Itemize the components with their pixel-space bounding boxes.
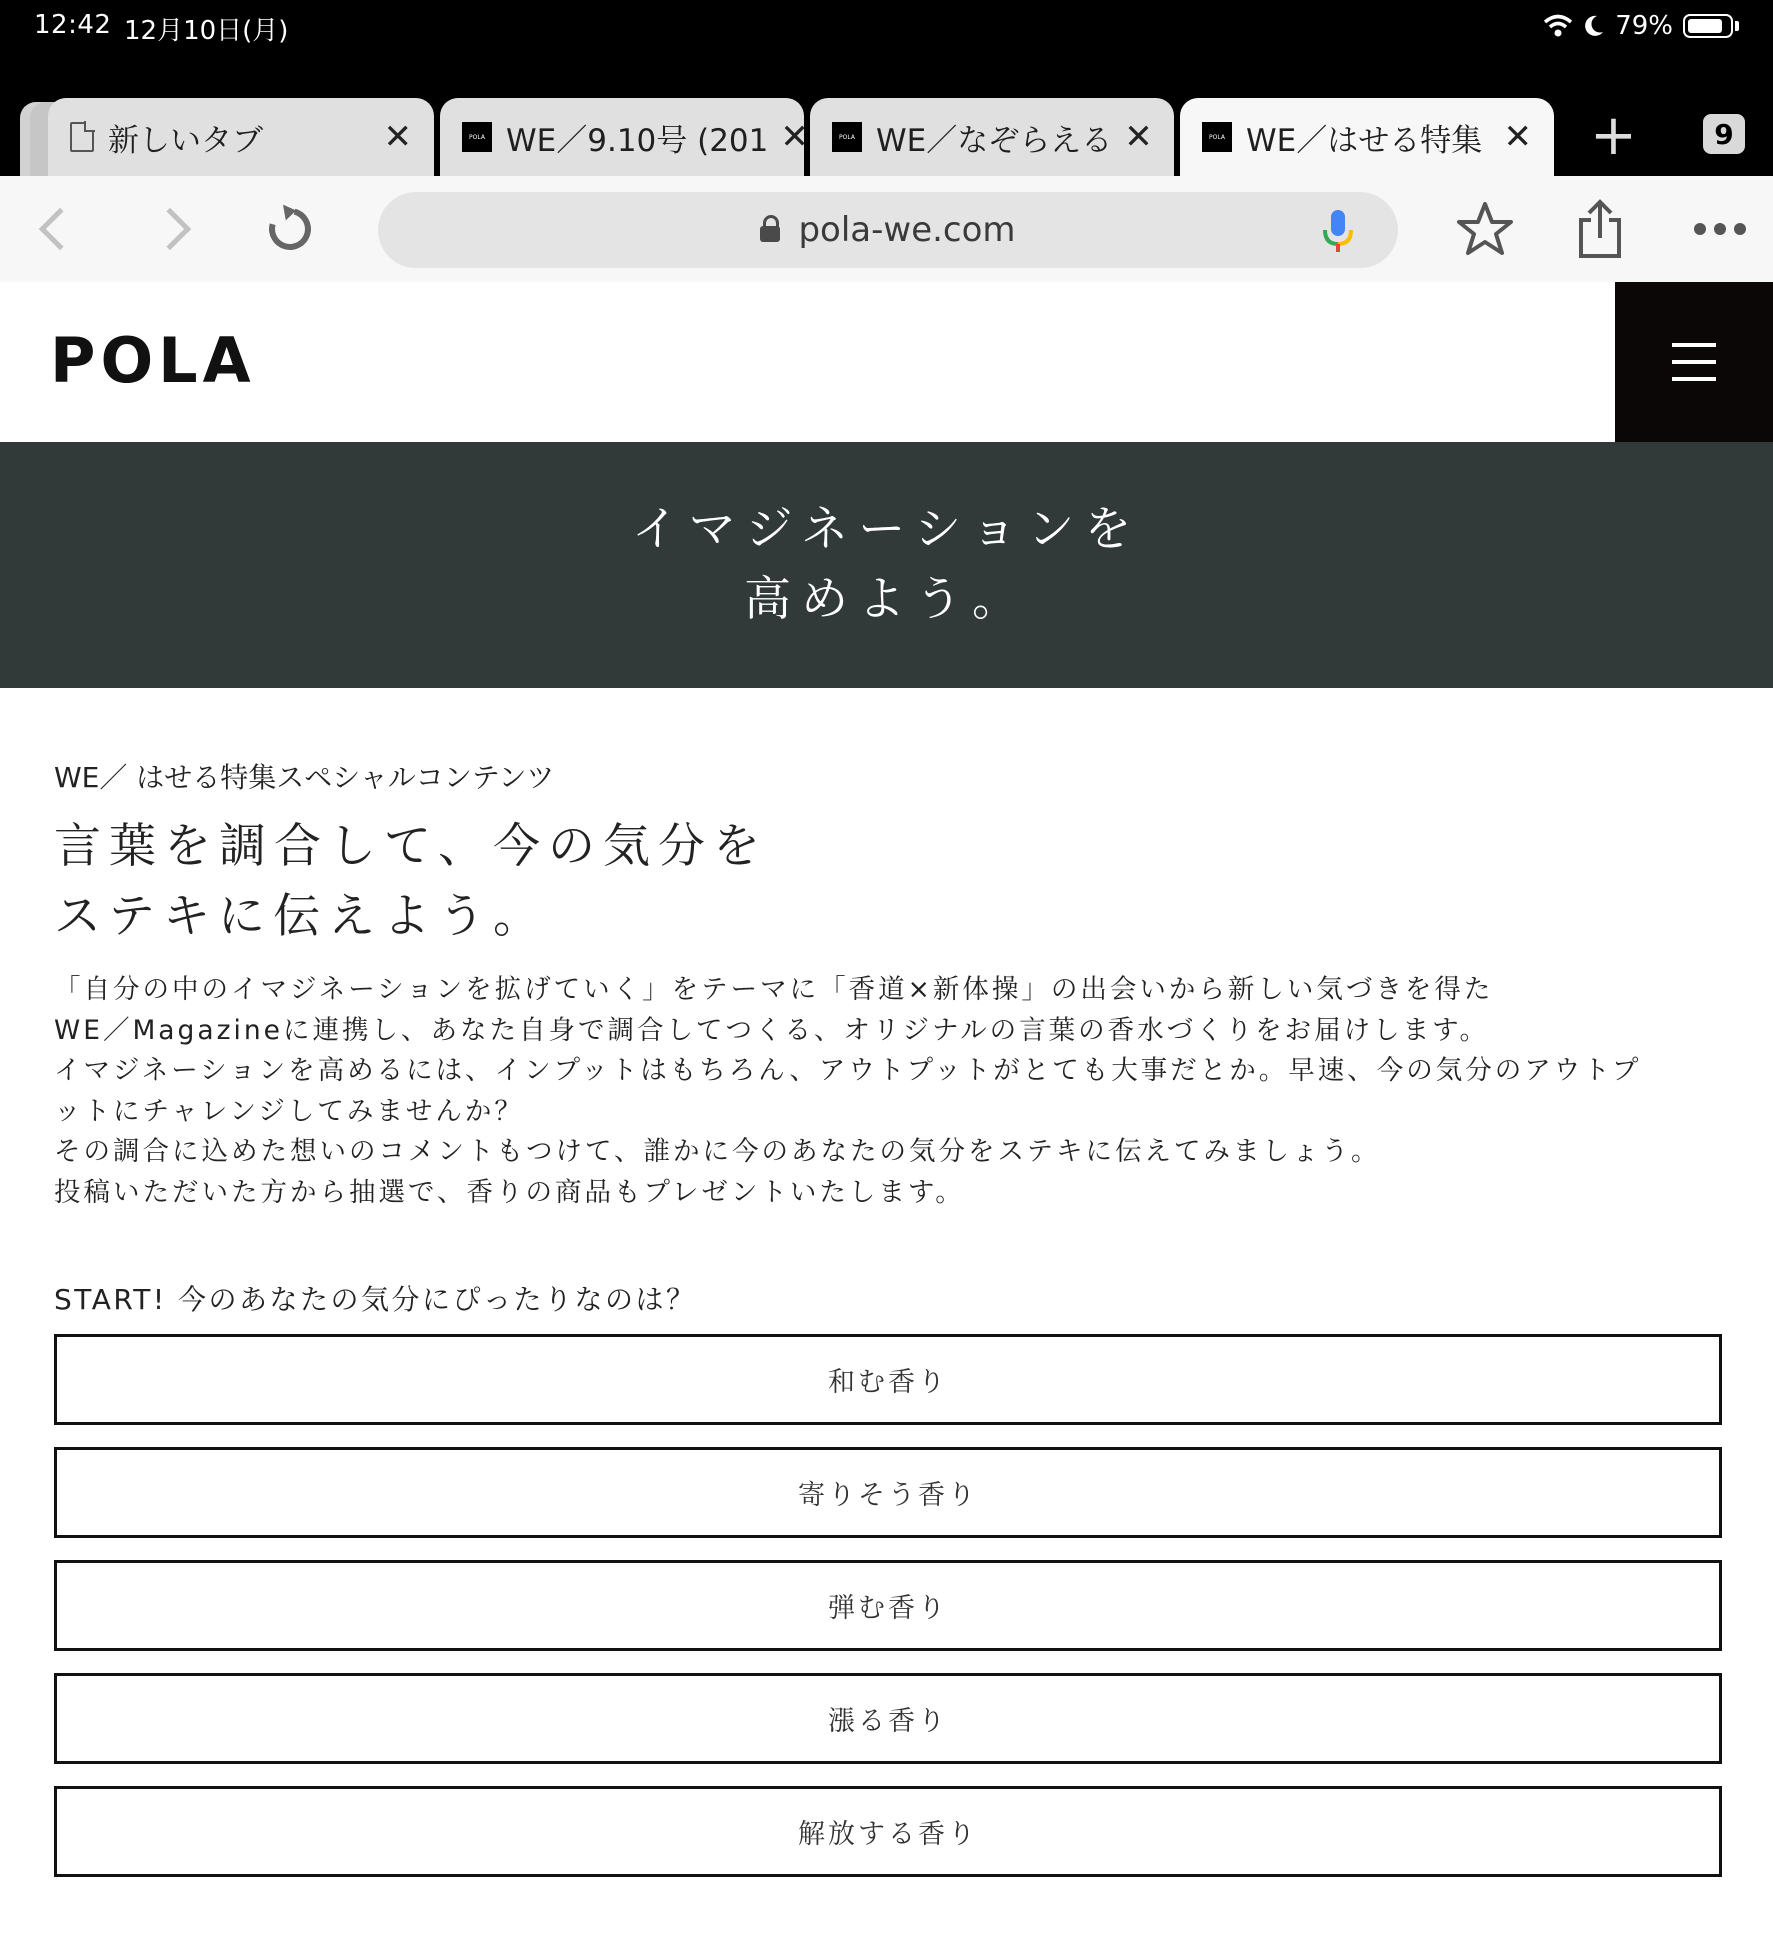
intro-line: 投稿いただいた方から抽選で、香りの商品もプレゼントいたします。 [54,1176,965,1208]
reload-button[interactable] [260,176,320,282]
tab-count-button[interactable]: 9 [1703,114,1745,154]
pola-favicon-icon: POLA [462,122,492,152]
heading-line1: 言葉を調合して、今の気分を [54,819,769,874]
start-question: START! 今のあなたの気分にぴったりなのは？ [54,1283,697,1316]
hamburger-menu-button[interactable] [1615,282,1773,442]
scent-options [54,1334,1722,1899]
moon-icon [1583,14,1605,38]
battery-percent: 79% [1615,11,1673,41]
intro-text [54,970,1722,1214]
section-kicker: WE／ はせる特集スペシャルコンテンツ [54,761,555,794]
wifi-icon [1543,14,1573,38]
forward-button[interactable] [140,176,200,282]
hero-title-line2: 高めよう。 [744,572,1029,627]
browser-toolbar [0,176,1773,282]
microphone-icon[interactable] [1316,208,1360,254]
heading-line2: ステキに伝えよう。 [54,889,549,944]
menu-icon-bar [1672,343,1716,347]
star-icon [1455,200,1515,258]
url-text: pola-we.com [798,210,1016,250]
tab-label: WE／9.10号 (201 [506,122,769,159]
chevron-left-icon [39,208,81,250]
pola-favicon-icon: POLA [832,122,862,152]
bookmark-button[interactable] [1450,176,1520,282]
chevron-right-icon [149,208,191,250]
tab-new-tab[interactable] [48,98,434,176]
document-icon [70,122,94,152]
status-bar [0,0,1773,52]
tab-strip [0,52,1773,176]
tab-label: WE／はせる特集 [1246,122,1483,159]
intro-line: ットにチャレンジしてみませんか？ [54,1095,524,1127]
intro-line: 「自分の中のイマジネーションを拡げていく」をテーマに「香道×新体操」の出会いから新しい気づきを得た [54,974,1494,1005]
tab-we-haseru-active[interactable] [1180,98,1554,176]
close-icon[interactable]: ✕ [1124,117,1153,157]
reload-icon [261,200,318,257]
intro-line: WE／Magazineに連携し、あなた自身で調合してつくる、オリジナルの言葉の香水づくりをお届けします。 [54,1014,1490,1046]
tab-we-nazoraeru[interactable] [810,98,1174,176]
intro-line: イマジネーションを高めるには、インプットはもちろん、アウトプットがとても大事だとか。早速、今の気分のアウトプ [54,1055,1642,1087]
share-icon [1575,198,1625,260]
tab-label: 新しいタブ [108,122,263,159]
tab-we-9-10[interactable] [440,98,809,176]
battery-icon [1683,14,1733,38]
pola-favicon-icon: POLA [1202,122,1232,152]
option-minagiru-button[interactable]: 漲る香り [54,1673,1722,1764]
option-yorisou-button[interactable]: 寄りそう香り [54,1447,1722,1538]
close-icon[interactable]: ✕ [383,117,412,157]
hero-title-line1: イマジネーションを [631,502,1142,557]
option-kaihou-button[interactable]: 解放する香り [54,1786,1722,1877]
status-indicators [1543,8,1739,44]
tab-label: WE／なぞらえる [876,122,1113,159]
more-dots-icon [1694,223,1746,235]
back-button[interactable] [30,176,90,282]
status-date: 12月10日(月) [124,16,289,46]
close-icon[interactable]: ✕ [780,117,809,157]
more-button[interactable] [1685,176,1755,282]
new-tab-button[interactable]: + [1590,103,1637,168]
page-heading [54,812,768,952]
address-bar[interactable] [378,192,1398,268]
share-button[interactable] [1565,176,1635,282]
pola-logo[interactable]: POLA [50,324,256,397]
option-hazumu-button[interactable]: 弾む香り [54,1560,1722,1651]
close-icon[interactable]: ✕ [1503,117,1532,157]
hero-banner [0,442,1773,688]
lock-icon [760,226,780,242]
status-time: 12:42 [34,10,112,40]
option-nagomu-button[interactable]: 和む香り [54,1334,1722,1425]
intro-line: その調合に込めた想いのコメントもつけて、誰かに今のあなたの気分をステキに伝えてみましょう。 [54,1136,1381,1168]
site-header [0,282,1773,442]
